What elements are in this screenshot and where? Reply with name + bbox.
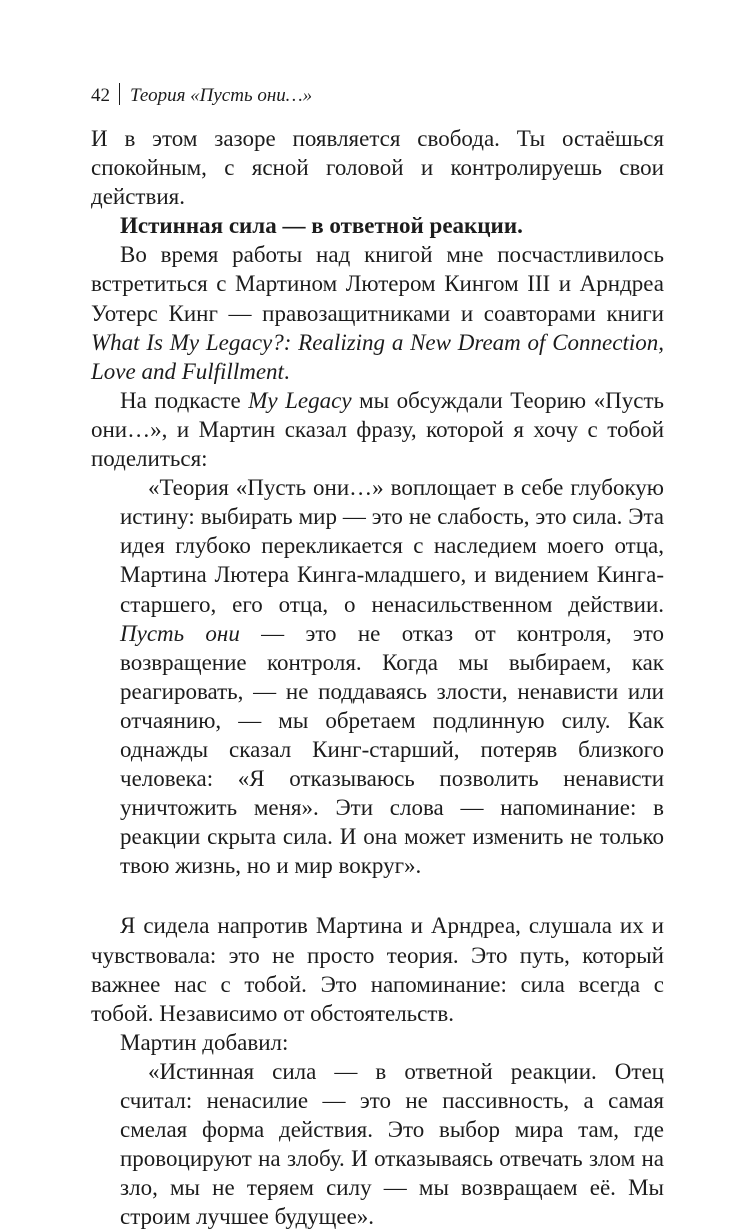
quote-martin-1 (120, 473, 664, 880)
running-title: Теория «Пусть они…» (130, 85, 313, 106)
running-header (91, 83, 312, 109)
header-divider (119, 83, 120, 105)
paragraph-meeting (91, 240, 664, 385)
paragraph-martin-added: Мартин добавил: (120, 1029, 289, 1055)
quote-martin-2: «Истинная сила — в ответной реакции. Отец считал: ненасилие — это не пассивность, а самая смелая форма действия. Это выбор мира там, где провоцируют на злобу. И отказываясь отвечать злом на зло, мы не теряем силу — мы возвращаем её. Мы строим лучшее будущее». (120, 1058, 664, 1230)
meeting-text: Во время работы над книгой мне посчастливилось встретиться с Мартином Лютером Кингом III и Арндреа Уотерс Кинг — правозащитниками и соавторами книги (91, 242, 664, 326)
podcast-name: My Legacy (248, 387, 352, 413)
page-number: 42 (91, 85, 110, 106)
body-text (91, 124, 664, 1231)
quote1-text-b: — это не отказ от контроля, это возвращение контроля. Когда мы выбираем, как реагировать, — не поддаваясь злости, ненависти или отчаянию, — мы обретаем подлинную силу. Как однажды сказал Кинг-старший, потеряв близкого человека: «Я отказываюсь позволить ненависти уничтожить меня». Эти слова — напоминание: в реакции скрыта сила. И она может изменить не только твою жизнь, но и мир вокруг». (120, 620, 664, 879)
podcast-text-a: На подкасте (120, 387, 249, 413)
meeting-end: . (283, 358, 290, 384)
paragraph-reflection: Я сидела напротив Мартина и Арндреа, слушала их и чувствовала: это не просто теория. Это путь, который важнее нас с тобой. Это напоминание: сила всегда с тобой. Независимо от обстоятельств. (91, 913, 664, 1026)
paragraph-freedom: И в этом зазоре появляется свобода. Ты остаёшься спокойным, с ясной головой и контролируешь свои действия. (91, 126, 664, 210)
quote1-italic: Пусть они (120, 620, 240, 646)
book-title: What Is My Legacy?: Realizing a New Dream of Connection, Love and Fulfillment (91, 329, 664, 384)
podcast-text-b: мы обсуждали Теорию «Пусть они…», и Мартин сказал фразу, которой я хочу с тобой поделиться: (91, 387, 664, 472)
quote1-text-a: «Теория «Пусть они…» воплощает в себе глубокую истину: выбирать мир — это не слабость, это сила. Эта идея глубоко перекликается с наследием моего отца, Мартина Лютера Кинга-младшего, и видением Кинга-старшего, его отца, о ненасильственном действии. (120, 475, 664, 617)
paragraph-true-power: Истинная сила — в ответной реакции. (120, 213, 523, 239)
paragraph-podcast (91, 386, 664, 473)
